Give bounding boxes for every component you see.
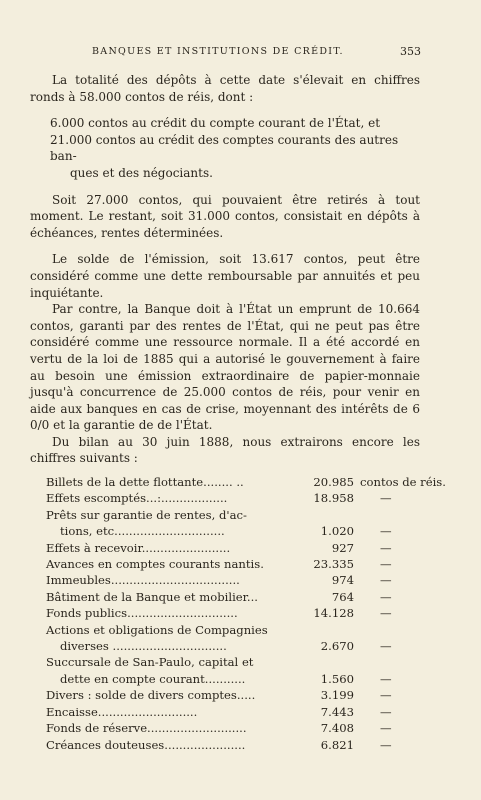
paragraph-bilan: Du bilan au 30 juin 1888, nous extrairons encore les chiffres suivants : xyxy=(30,434,420,466)
table-row xyxy=(46,540,424,556)
row-value: 14.128 xyxy=(313,606,354,621)
body-text xyxy=(30,72,420,467)
row-value: 927 xyxy=(331,540,354,555)
table-row xyxy=(46,720,424,736)
table-row xyxy=(46,605,424,621)
row-value: 7.443 xyxy=(320,704,354,719)
row-unit: — xyxy=(380,671,392,686)
row-label: Prêts sur garantie de rentes, d'ac- xyxy=(46,507,247,522)
table-row xyxy=(46,622,424,655)
row-label: Billets de la dette flottante........ .. xyxy=(46,475,244,489)
row-unit: — xyxy=(380,704,392,719)
row-label-continued: diverses ............................... xyxy=(60,639,227,654)
row-value: 1.560 xyxy=(320,671,354,686)
paragraph-emission: Le solde de l'émission, soit 13.617 contos, peut être considéré comme une dette remboursable par annuités et peu inquiétante. xyxy=(30,252,420,300)
row-unit: — xyxy=(380,688,392,703)
row-value: 2.670 xyxy=(320,639,354,654)
row-value: 764 xyxy=(331,589,354,604)
row-unit: — xyxy=(380,606,392,621)
row-value: 23.335 xyxy=(313,557,354,572)
row-label: Bâtiment de la Banque et mobilier... xyxy=(46,589,258,604)
deposit-list-item: 21.000 contos au crédit des comptes courants des autres ban- xyxy=(50,132,399,164)
row-label: Immeubles................................... xyxy=(46,573,240,588)
table-row xyxy=(46,474,446,490)
paragraph-deposits: La totalité des dépôts à cette date s'élevait en chiffres ronds à 58.000 contos de réis, dont : xyxy=(30,73,420,104)
table-row xyxy=(46,490,424,506)
deposit-list xyxy=(30,115,420,181)
row-unit: — xyxy=(380,573,392,588)
running-title: BANQUES ET INSTITUTIONS DE CRÉDIT. xyxy=(92,46,344,57)
row-label: Avances en comptes courants nantis. xyxy=(46,557,264,572)
table-row xyxy=(46,589,424,605)
row-unit: — xyxy=(380,589,392,604)
balance-table xyxy=(46,474,446,753)
row-unit: — xyxy=(380,737,392,752)
row-unit: — xyxy=(380,557,392,572)
row-value: 7.408 xyxy=(320,721,354,736)
table-row xyxy=(46,507,424,540)
row-value: 1.020 xyxy=(320,524,354,539)
row-label: Créances douteuses...................... xyxy=(46,737,246,752)
row-unit: — xyxy=(380,491,392,506)
row-label: Fonds publics.............................. xyxy=(46,606,238,621)
table-row xyxy=(46,556,424,572)
row-unit: — xyxy=(380,540,392,555)
row-unit: contos de réis. xyxy=(360,475,446,489)
paragraph-loan: Par contre, la Banque doit à l'État un emprunt de 10.664 contos, garanti par des rentes de l'État, qui ne peut pas être considéré comme une ressource normale. Il a été accordé en vertu de la loi de 1885 qui a autorisé le gouvernement à faire au besoin une émission extraordinaire de papier-monnaie jusqu'à concurrence de 25.000 contos de réis, pour venir en aide aux banques en cas de crise, moyennant des intérêts de 6 0/0 et la garantie de de l'État. xyxy=(30,302,420,433)
row-label: Fonds de réserve........................... xyxy=(46,721,247,736)
table-row xyxy=(46,737,424,753)
row-value: 20.985 xyxy=(313,475,354,489)
table-row xyxy=(46,654,424,687)
row-label: Effets à recevoir........................ xyxy=(46,540,231,555)
page-number: 353 xyxy=(400,45,421,58)
row-value: 6.821 xyxy=(320,737,354,752)
row-value: 3.199 xyxy=(320,688,354,703)
row-unit: — xyxy=(380,721,392,736)
row-label: Actions et obligations de Compagnies xyxy=(46,622,268,637)
row-value: 974 xyxy=(331,573,354,588)
row-label-continued: dette en compte courant........... xyxy=(60,671,246,686)
row-label: Effets escomptés...:.................. xyxy=(46,491,228,506)
row-label: Divers : solde de divers comptes..... xyxy=(46,688,256,703)
table-row xyxy=(46,704,424,720)
deposit-list-item-continued: ques et des négociants. xyxy=(70,165,213,180)
row-value: 18.958 xyxy=(313,491,354,506)
row-label: Succursale de San-Paulo, capital et xyxy=(46,655,254,670)
deposit-list-item: 6.000 contos au crédit du compte courant de l'État, et xyxy=(50,116,381,131)
row-label-continued: tions, etc.............................. xyxy=(60,524,225,539)
table-row xyxy=(46,572,424,588)
paragraph-withdrawable: Soit 27.000 contos, qui pouvaient être retirés à tout moment. Le restant, soit 31.000 contos, consistait en dépôts à échéances, rentes déterminées. xyxy=(30,192,420,240)
row-unit: — xyxy=(380,639,392,654)
row-unit: — xyxy=(380,524,392,539)
table-row xyxy=(46,687,424,703)
row-label: Encaisse........................... xyxy=(46,704,198,719)
